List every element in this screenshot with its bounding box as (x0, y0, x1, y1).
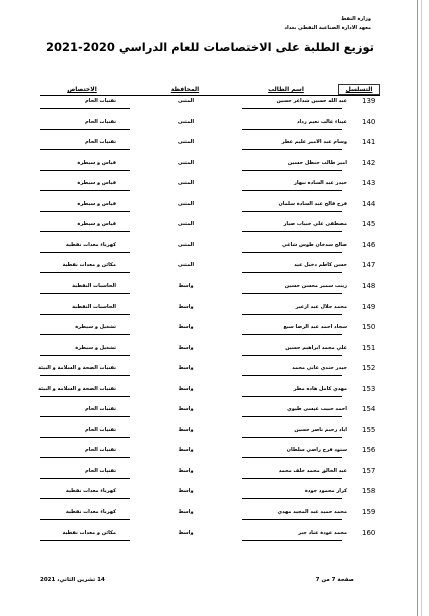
row-underline (242, 170, 342, 171)
row-seq: 155 (362, 425, 376, 434)
row-specialization: تقنيات الحام (85, 118, 116, 125)
row-governorate: واسط (178, 529, 194, 536)
row-underline (40, 231, 130, 232)
row-student-name: محمد حميد عبد المجيد مهدي (277, 509, 347, 515)
column-header-specialization: الاختصاص (67, 86, 97, 93)
row-specialization: تشغيل و سيطرة (75, 324, 116, 331)
row-student-name: سجاد احمد عبد الرضا سبع (283, 324, 347, 331)
row-underline (40, 437, 130, 438)
row-seq: 152 (362, 364, 376, 373)
row-student-name: احمد حبيب عيسى طيوي (287, 406, 347, 413)
row-underline (40, 108, 130, 109)
row-specialization: تقنيات الحام (85, 447, 116, 454)
table-row (0, 527, 429, 548)
row-underline (242, 190, 342, 191)
row-underline (242, 272, 342, 273)
row-student-name: زينب سمير محسن حسين (284, 282, 347, 289)
row-underline (40, 149, 130, 150)
row-underline (40, 211, 130, 212)
row-seq: 146 (362, 240, 376, 249)
row-seq: 144 (362, 199, 376, 208)
row-underline (40, 314, 130, 315)
row-specialization: قياس و سيطرة (77, 159, 116, 166)
row-specialization: الحاسبات النفطية (72, 282, 116, 289)
row-student-name: حسن كاظم دخيل عيد (294, 262, 347, 269)
row-underline (40, 416, 130, 417)
row-underline (242, 478, 342, 479)
ministry-header: وزارة النفط (341, 16, 371, 22)
row-student-name: عبد الخالق محمد خلف محمد (278, 467, 347, 474)
row-specialization: قياس و سيطرة (77, 200, 116, 207)
row-underline (40, 334, 130, 335)
row-seq: 145 (362, 220, 376, 229)
row-governorate: المثنى (177, 98, 195, 104)
row-underline (242, 334, 342, 335)
table-row (0, 157, 429, 178)
row-specialization: كهرباء معدات نفطية (65, 488, 116, 495)
row-student-name: وسام عبد الامير عليم عطر (281, 139, 347, 146)
table-row (0, 136, 429, 157)
row-underline (242, 355, 342, 356)
row-student-name: محمد عودة عناد جبر (298, 529, 347, 536)
row-underline (40, 190, 130, 191)
row-governorate: واسط (178, 324, 194, 331)
institute-header: معهد الادارة الصناعية النفطي بغداد (284, 25, 371, 31)
row-underline (242, 375, 342, 376)
row-specialization: تقنيات الصحة و السلامة و البيئة (38, 365, 116, 372)
row-governorate: واسط (178, 344, 194, 351)
table-row (0, 321, 429, 342)
row-governorate: المثنى (177, 200, 195, 207)
row-governorate: المثنى (177, 221, 195, 228)
row-specialization: تقنيات الحام (85, 406, 116, 413)
table-row (0, 239, 429, 260)
row-specialization: تقنيات الحام (85, 139, 116, 146)
table-row (0, 444, 429, 465)
row-governorate: واسط (178, 426, 194, 433)
row-seq: 149 (362, 302, 376, 311)
row-student-name: مصطفى علي خنياب صيار (283, 221, 347, 228)
row-underline (40, 457, 130, 458)
table-row (0, 465, 429, 486)
table-row (0, 383, 429, 404)
row-underline (40, 396, 130, 397)
row-underline (40, 129, 130, 130)
column-header-governorate: المحافظة (170, 86, 200, 93)
row-student-name: علي محمد ابراهيم حسين (285, 344, 347, 351)
row-seq: 150 (362, 323, 376, 332)
table-row (0, 506, 429, 527)
row-underline (40, 293, 130, 294)
row-specialization: مكائن و معدات نفطية (62, 262, 116, 269)
row-seq: 158 (362, 487, 376, 496)
row-specialization: قياس و سيطرة (77, 221, 116, 228)
row-seq: 147 (362, 261, 376, 270)
row-governorate: واسط (178, 303, 194, 310)
row-governorate: واسط (178, 282, 194, 289)
row-specialization: كهرباء معدات نفطية (65, 241, 116, 248)
row-student-name: اياد رحيم ناصر حسين (294, 426, 347, 433)
table-row (0, 301, 429, 322)
table-row (0, 177, 429, 198)
row-underline (242, 314, 342, 315)
row-student-name: ستود فرج راضي سلطان (286, 447, 347, 454)
page-title: توزيع الطلبة على الاختصاصات للعام الدراسي 2020-2021 (46, 40, 374, 54)
row-specialization: مكائن و معدات نفطية (62, 529, 116, 536)
table-row (0, 116, 429, 137)
row-underline (242, 149, 342, 150)
row-student-name: حيدر جندي عاتي محمد (292, 365, 347, 372)
row-seq: 139 (362, 97, 376, 105)
row-underline (40, 519, 130, 520)
row-specialization: الحاسبات النفطية (72, 303, 116, 310)
table-row (0, 485, 429, 506)
row-specialization: تقنيات الحام (85, 98, 116, 104)
table-row (0, 95, 429, 116)
row-seq: 143 (362, 179, 376, 188)
row-student-name: عبد الله حسين شداغر حسين (276, 98, 347, 104)
row-governorate: المثنى (177, 262, 195, 269)
row-underline (242, 498, 342, 499)
row-governorate: واسط (178, 509, 194, 515)
row-specialization: تقنيات الحام (85, 467, 116, 474)
row-student-name: صالح سدخان طوس شاغي (282, 241, 347, 248)
row-underline (242, 231, 342, 232)
row-governorate: المثنى (177, 159, 195, 166)
row-underline (242, 252, 342, 253)
row-student-name: حيدر عبد السادة نبهار (293, 180, 347, 187)
row-seq: 159 (362, 508, 376, 516)
row-governorate: المثنى (177, 180, 195, 187)
row-seq: 156 (362, 446, 376, 455)
row-governorate: واسط (178, 365, 194, 372)
row-governorate: واسط (178, 406, 194, 413)
row-governorate: المثنى (177, 139, 195, 146)
row-seq: 153 (362, 384, 376, 393)
row-underline (40, 478, 130, 479)
row-student-name: فرح قالح عبد السادة سلمان (278, 200, 347, 207)
column-header-name: اسم الطالب (268, 86, 304, 93)
row-specialization: تشغيل و سيطرة (75, 344, 116, 351)
row-underline (40, 252, 130, 253)
row-specialization: كهرباء معدات نفطية (65, 509, 116, 515)
row-seq: 141 (362, 138, 376, 147)
page-number: صفحة 7 من 7 (315, 577, 354, 583)
row-underline (242, 129, 342, 130)
row-underline (40, 375, 130, 376)
table-row (0, 259, 429, 280)
row-governorate: واسط (178, 467, 194, 474)
row-underline (40, 170, 130, 171)
table-row (0, 198, 429, 219)
row-underline (242, 416, 342, 417)
table-row (0, 280, 429, 301)
row-student-name: امير طالب حنظل حسين (287, 159, 347, 166)
row-governorate: واسط (178, 488, 194, 495)
row-student-name: محمد جلال عبد ازعير (295, 303, 347, 310)
row-seq: 142 (362, 158, 376, 167)
row-governorate: المثنى (177, 241, 195, 248)
row-underline (40, 355, 130, 356)
row-seq: 151 (362, 343, 376, 352)
table-row (0, 218, 429, 239)
row-underline (40, 540, 130, 541)
row-specialization: تقنيات الصحة و السلامة و البيئة (38, 385, 116, 392)
row-underline (242, 396, 342, 397)
print-date: 14 تشرين الثاني، 2021 (40, 577, 105, 583)
row-seq: 140 (362, 117, 376, 126)
row-student-name: مهدي كامل هاده مطر (293, 385, 347, 392)
table-row (0, 342, 429, 363)
row-underline (242, 540, 342, 541)
row-underline (242, 437, 342, 438)
row-underline (242, 293, 342, 294)
row-governorate: المثنى (177, 118, 195, 125)
row-seq: 157 (362, 466, 376, 475)
row-student-name: كرار محمود جودة (304, 488, 347, 495)
row-underline (40, 272, 130, 273)
row-specialization: قياس و سيطرة (77, 180, 116, 187)
row-seq: 154 (362, 405, 376, 414)
table-row (0, 403, 429, 424)
row-specialization: تقنيات الحام (85, 426, 116, 433)
row-seq: 160 (362, 528, 376, 537)
row-student-name: عيناء غالب نعيم رداد (296, 118, 347, 125)
row-underline (242, 108, 342, 109)
row-seq: 148 (362, 281, 376, 290)
row-governorate: واسط (178, 447, 194, 454)
table-row (0, 424, 429, 445)
table-row (0, 362, 429, 383)
row-underline (40, 498, 130, 499)
row-underline (242, 457, 342, 458)
row-underline (242, 519, 342, 520)
column-header-seq: التسلسل (338, 84, 380, 95)
row-governorate: واسط (178, 385, 194, 392)
row-underline (242, 211, 342, 212)
